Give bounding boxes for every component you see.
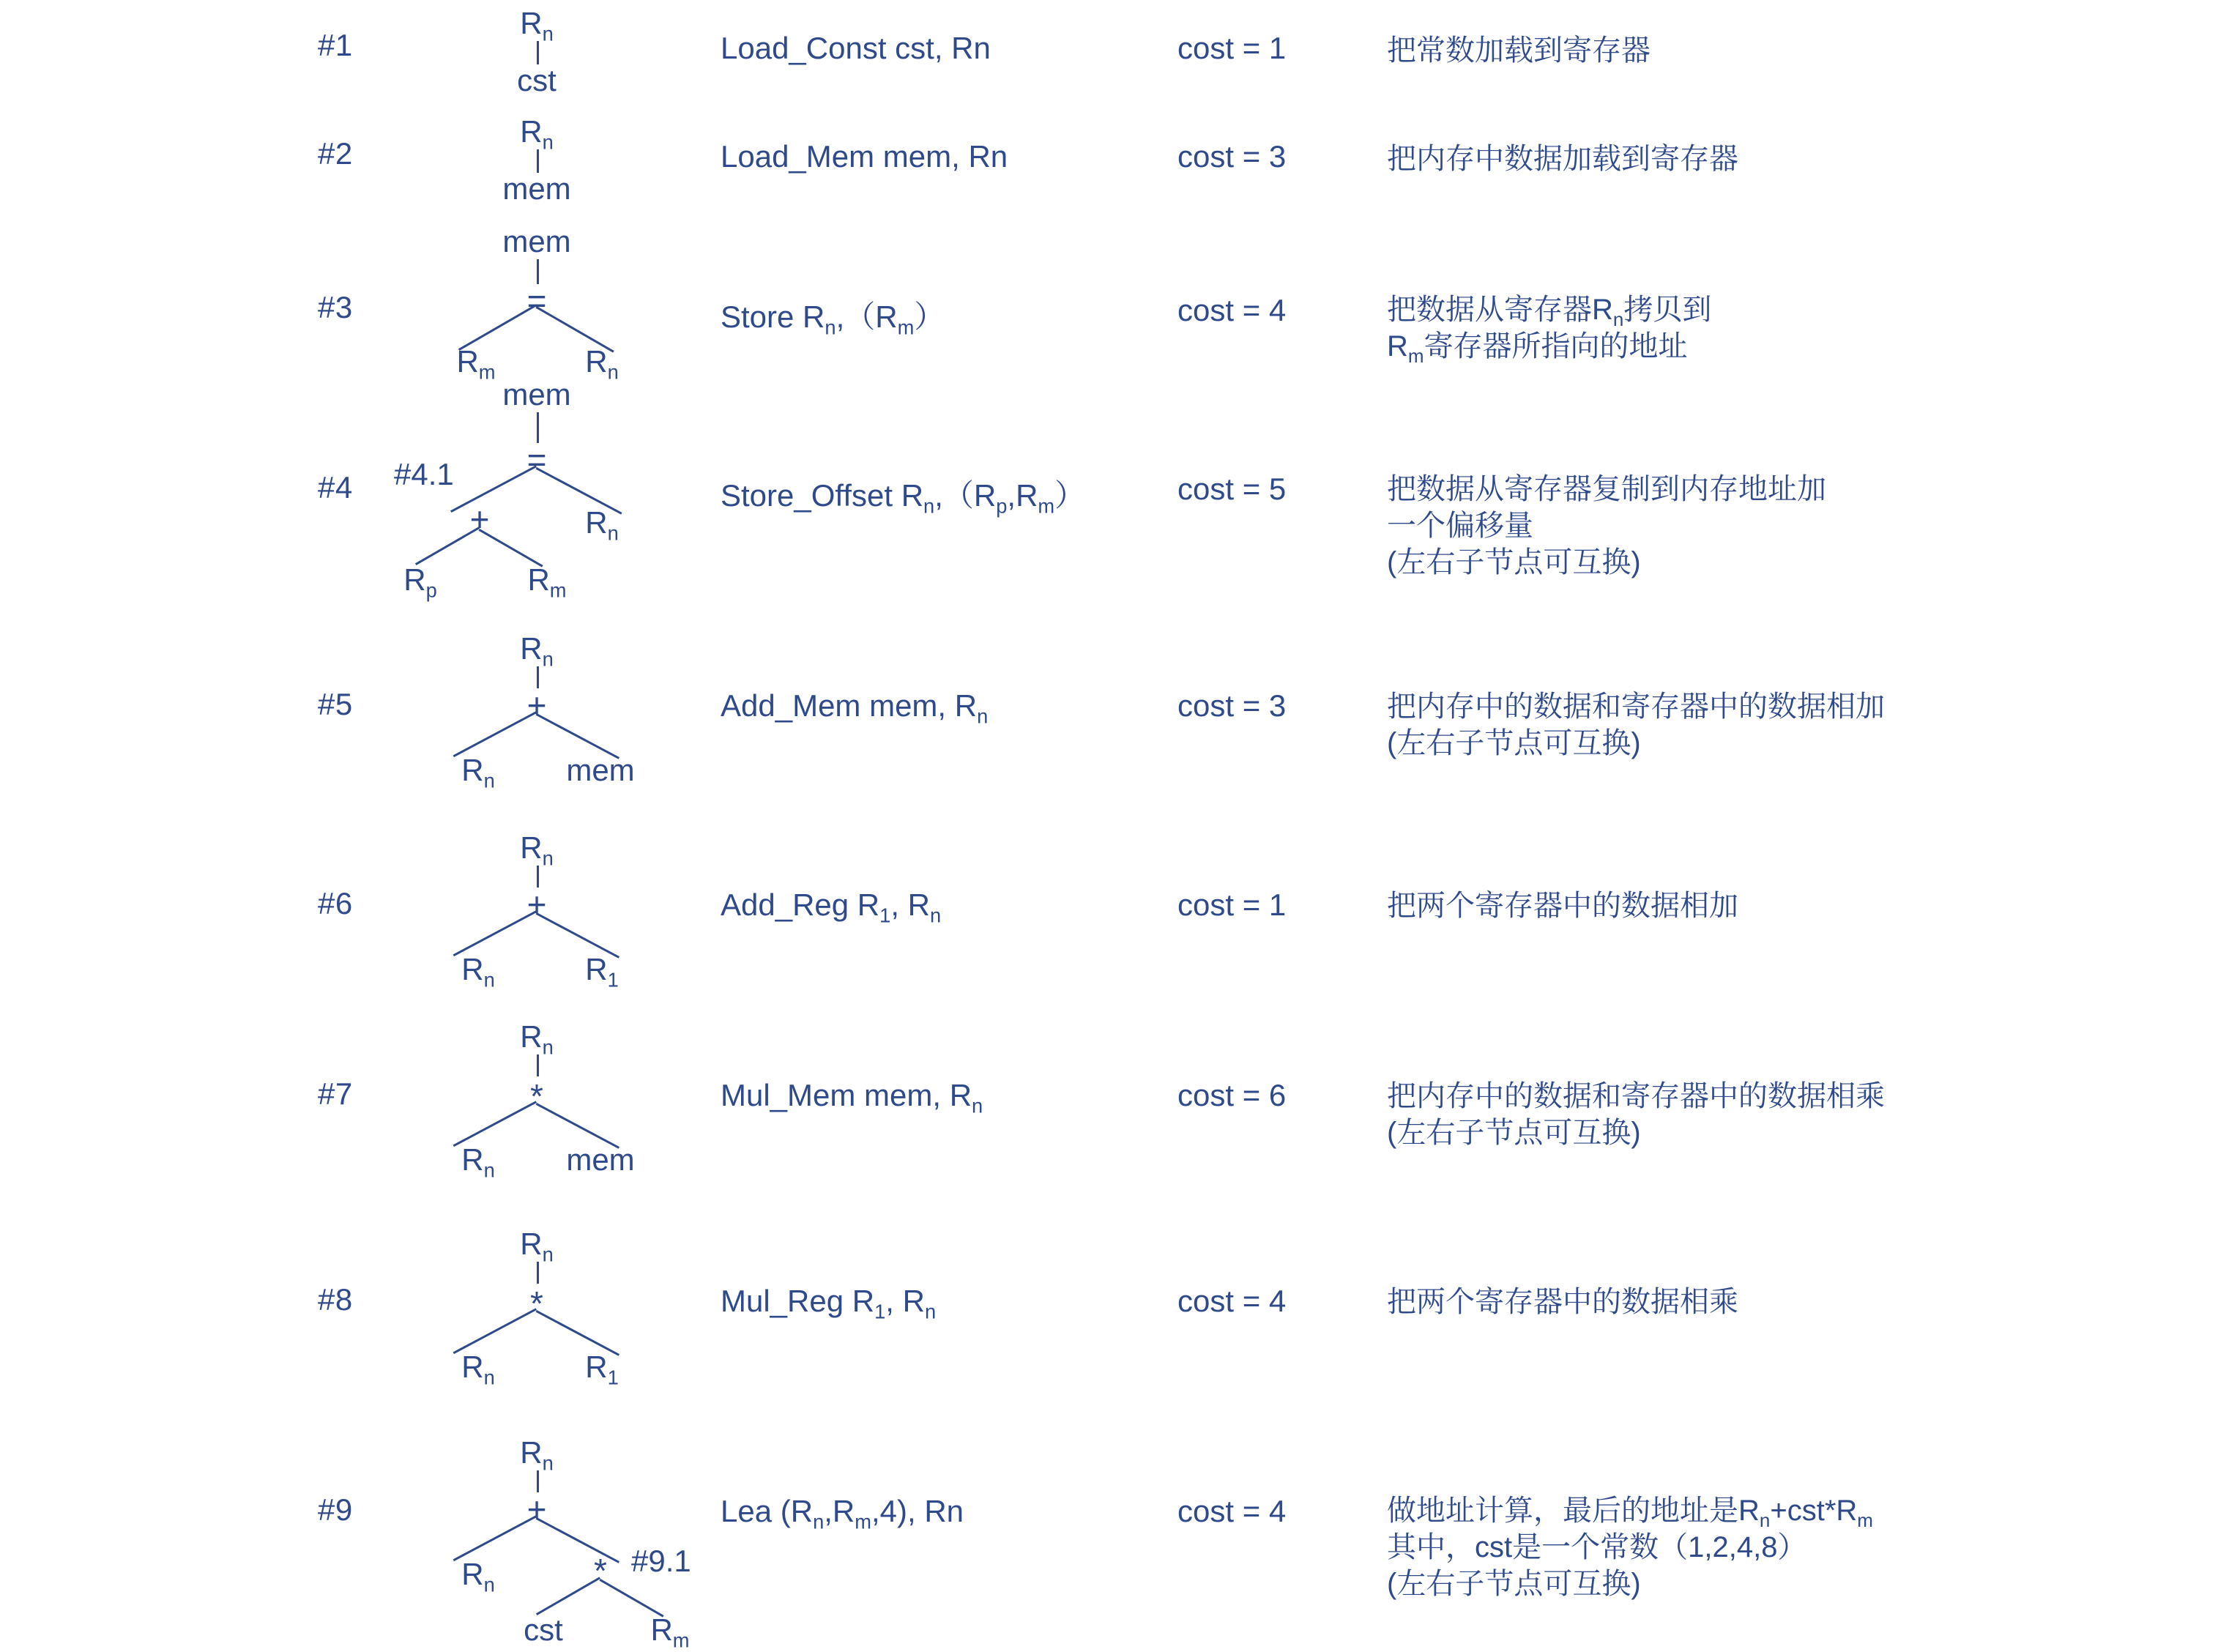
tree-edge: [453, 910, 537, 956]
tree-edge: [537, 1262, 539, 1284]
rule-id: #8: [318, 1282, 353, 1317]
tree-node-right: $R_n$: [585, 344, 619, 384]
tree-edge: [453, 711, 537, 757]
cost-text: cost = 4: [1177, 1284, 1287, 1318]
tree-node-root: mem: [502, 377, 571, 412]
rule-id: #3: [318, 290, 353, 324]
tree-edge: [450, 465, 537, 513]
instruction-text: Mul_Mem mem, $R_n$: [721, 1078, 983, 1117]
tree-edge: [536, 1577, 600, 1615]
rule-id: #2: [318, 136, 353, 171]
tree-edge: [537, 412, 539, 443]
tree-edge: [537, 41, 539, 64]
tree-node-operator: +: [526, 1490, 547, 1528]
description-line: (左右子节点可互换): [1387, 727, 1641, 759]
description-line: 把内存中数据加载到寄存器: [1387, 143, 1738, 175]
tree-edge: [415, 527, 480, 565]
rule-id: #4: [318, 470, 353, 505]
cost-text: cost = 4: [1177, 1494, 1287, 1528]
instruction-text: Load_Const cst, Rn: [721, 31, 991, 65]
description-line: $R_m$寄存器所指向的地址: [1387, 330, 1688, 367]
tree-node-operator: *: [530, 1284, 543, 1322]
tree-node-leaf-right: $R_m$: [650, 1612, 690, 1652]
tree-node-child: cst: [517, 63, 557, 97]
tree-edge: [537, 259, 539, 284]
tree-node-root: mem: [502, 224, 571, 258]
tree-node-leaf-left: $R_p$: [403, 562, 437, 602]
instruction-text: Add_Mem mem, $R_n$: [721, 688, 989, 728]
tree-edge: [479, 529, 543, 568]
tree-node-left: $R_n$: [461, 1142, 495, 1182]
cost-text: cost = 5: [1177, 472, 1287, 506]
tree-node-right: mem: [566, 753, 635, 787]
description-line: 做地址计算，最后的地址是$R_n+cst*R_m$: [1387, 1495, 1873, 1531]
sub-rule-id: #4.1: [394, 457, 454, 491]
tree-node-root: $R_n$: [520, 830, 554, 870]
description-line: 把常数加载到寄存器: [1387, 34, 1651, 67]
tree-node-root: $R_n$: [520, 631, 554, 671]
rule-id: #9: [318, 1492, 353, 1527]
description-line: (左右子节点可互换): [1387, 1568, 1641, 1600]
tree-node-operator: +: [526, 885, 547, 923]
tree-node-root: $R_n$: [520, 1227, 554, 1266]
cost-text: cost = 3: [1177, 688, 1287, 723]
tree-edge: [537, 666, 539, 688]
cost-text: cost = 6: [1177, 1078, 1287, 1112]
tree-node-right: $R_1$: [585, 952, 619, 991]
description-line: 把数据从寄存器复制到内存地址加: [1387, 473, 1826, 505]
tree-node-left: $R_n$: [461, 952, 495, 991]
tree-node-leaf-right: $R_m$: [527, 562, 567, 602]
description-line: 把内存中的数据和寄存器中的数据相加: [1387, 691, 1885, 723]
tree-node-root: $R_n$: [520, 6, 554, 45]
cost-text: cost = 3: [1177, 139, 1287, 174]
description-line: 一个偏移量: [1387, 510, 1533, 542]
instruction-text: Lea $(R_n,R_m,4)$, Rn: [721, 1494, 964, 1533]
tree-node-left: $R_n$: [461, 1350, 495, 1389]
tree-node-left: $R_n$: [461, 753, 495, 792]
tree-node-operator-sub: *: [594, 1552, 607, 1590]
sub-rule-id: #9.1: [631, 1544, 691, 1578]
description-line: 把两个寄存器中的数据相乘: [1387, 1286, 1738, 1318]
rule-id: #5: [318, 687, 353, 721]
tree-node-right: $R_n$: [585, 505, 619, 545]
cost-text: cost = 1: [1177, 888, 1287, 922]
tree-edge: [600, 1579, 664, 1618]
description-line: 把两个寄存器中的数据相加: [1387, 890, 1738, 922]
rule-id: #7: [318, 1076, 353, 1111]
tree-node-right: $R_1$: [585, 1350, 619, 1389]
instruction-text: Load_Mem mem, Rn: [721, 139, 1008, 174]
tree-node-right: mem: [566, 1142, 635, 1177]
rule-id: #1: [318, 28, 353, 62]
tree-node-operator: +: [526, 686, 547, 724]
description-line: 把数据从寄存器$R_n$拷贝到: [1387, 294, 1712, 330]
rule-id: #6: [318, 886, 353, 920]
tree-edge: [537, 1470, 539, 1492]
tree-node-left: $R_m$: [456, 344, 496, 384]
cost-text: cost = 4: [1177, 293, 1287, 327]
tree-node-root: $R_n$: [520, 1019, 554, 1059]
tree-node-root: $R_n$: [520, 114, 554, 154]
tree-node-leaf-left: cst: [524, 1612, 563, 1647]
cost-text: cost = 1: [1177, 31, 1287, 65]
description-line: 把内存中的数据和寄存器中的数据相乘: [1387, 1080, 1885, 1112]
tree-edge: [537, 149, 539, 173]
description-line: 其中，cst是一个常数（1,2,4,8）: [1387, 1531, 1807, 1563]
tree-edge: [537, 866, 539, 888]
tree-edge: [453, 1308, 537, 1354]
tree-node-operator: =: [526, 441, 547, 479]
description-line: (左右子节点可互换): [1387, 546, 1641, 578]
tree-node-operator: *: [530, 1077, 543, 1115]
instruction-text: Add_Reg $R_1$, $R_n$: [721, 888, 942, 927]
tree-node-root: $R_n$: [520, 1435, 554, 1475]
instruction-text: Store_Offset $R_n,(R_p,R_m)$: [721, 478, 1086, 518]
tree-node-child: mem: [502, 171, 571, 206]
description-line: (左右子节点可互换): [1387, 1117, 1641, 1149]
tree-edge: [537, 1054, 539, 1076]
tree-edge: [453, 1101, 537, 1147]
instruction-text: Mul_Reg $R_1$, $R_n$: [721, 1284, 937, 1323]
tree-node-operator: =: [526, 282, 547, 320]
tree-node-operator-sub: +: [469, 500, 490, 538]
instruction-text: Store $R_n,(R_m)$: [721, 299, 945, 339]
tree-edge: [453, 1515, 537, 1561]
tree-node-left: $R_n$: [461, 1557, 495, 1596]
